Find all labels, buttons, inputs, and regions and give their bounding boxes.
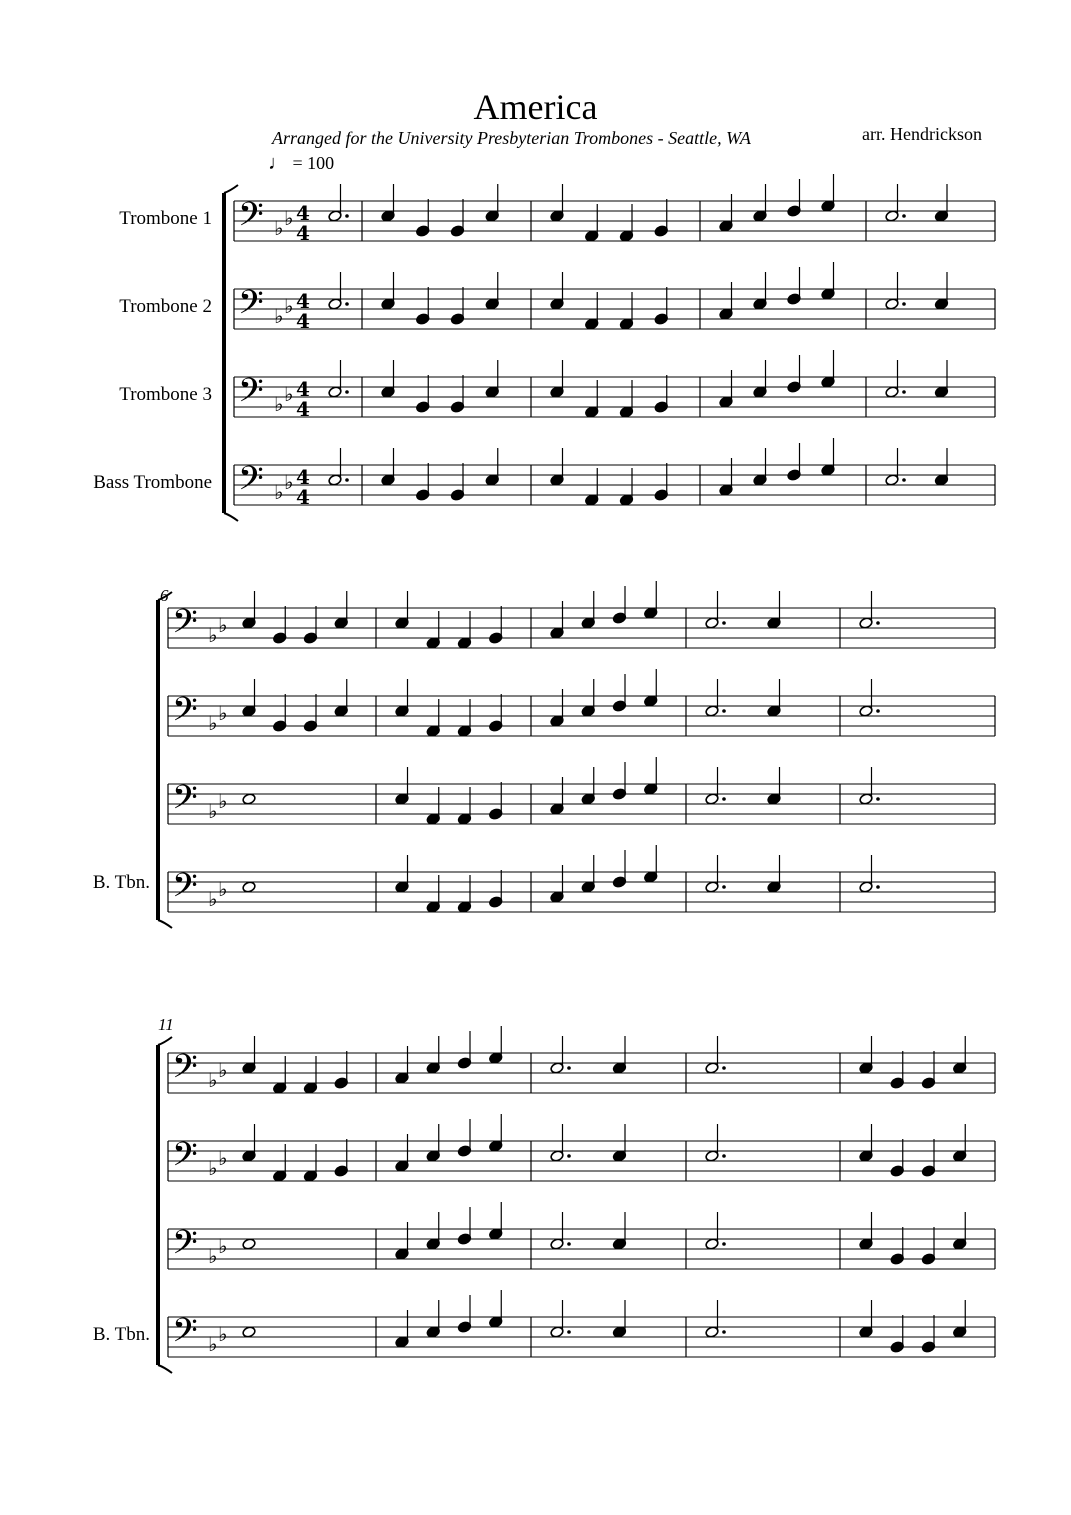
flat-icon: ♭ bbox=[274, 304, 284, 328]
time-signature-denominator: 4 bbox=[296, 309, 310, 333]
note-head bbox=[242, 793, 256, 805]
bass-clef-icon: 𝄢 bbox=[172, 603, 198, 649]
bass-clef-icon: 𝄢 bbox=[238, 372, 264, 418]
bass-clef-icon: 𝄢 bbox=[172, 779, 198, 825]
flat-icon: ♭ bbox=[274, 392, 284, 416]
flat-icon: ♭ bbox=[218, 613, 228, 637]
augmentation-dot bbox=[902, 302, 906, 306]
flat-icon: ♭ bbox=[218, 1234, 228, 1258]
bass-clef-icon: 𝄢 bbox=[172, 1048, 198, 1094]
score-subtitle: Arranged for the University Presbyterian Trombones - Seattle, WA bbox=[272, 128, 751, 148]
bass-clef-icon: 𝄢 bbox=[238, 460, 264, 506]
augmentation-dot bbox=[345, 214, 349, 218]
augmentation-dot bbox=[722, 1066, 726, 1070]
flat-icon: ♭ bbox=[284, 470, 294, 494]
staff-label-bass-trombone-abbr: B. Tbn. bbox=[92, 872, 150, 893]
flat-icon: ♭ bbox=[284, 206, 294, 230]
augmentation-dot bbox=[876, 797, 880, 801]
time-signature-numerator: 4 bbox=[296, 465, 310, 489]
bass-clef-icon: 𝄢 bbox=[172, 1224, 198, 1270]
augmentation-dot bbox=[722, 1154, 726, 1158]
augmentation-dot bbox=[567, 1330, 571, 1334]
note-head bbox=[242, 1238, 256, 1250]
flat-icon: ♭ bbox=[208, 799, 218, 823]
time-signature-numerator: 4 bbox=[296, 289, 310, 313]
time-signature-numerator: 4 bbox=[296, 377, 310, 401]
quarter-note-icon: ♩ bbox=[268, 152, 288, 174]
time-signature-denominator: 4 bbox=[296, 221, 310, 245]
time-signature-denominator: 4 bbox=[296, 485, 310, 509]
augmentation-dot bbox=[722, 885, 726, 889]
augmentation-dot bbox=[876, 709, 880, 713]
bass-clef-icon: 𝄢 bbox=[172, 867, 198, 913]
note-head bbox=[242, 1326, 256, 1338]
flat-icon: ♭ bbox=[208, 1244, 218, 1268]
augmentation-dot bbox=[876, 621, 880, 625]
tempo-value: = 100 bbox=[292, 153, 335, 173]
bracket-bottom-hook bbox=[224, 513, 238, 521]
bass-clef-icon: 𝄢 bbox=[238, 196, 264, 242]
flat-icon: ♭ bbox=[274, 480, 284, 504]
augmentation-dot bbox=[567, 1154, 571, 1158]
bass-clef-icon: 𝄢 bbox=[172, 1312, 198, 1358]
measure-number: 6 bbox=[160, 586, 169, 605]
bass-clef-icon: 𝄢 bbox=[172, 691, 198, 737]
flat-icon: ♭ bbox=[208, 1332, 218, 1356]
augmentation-dot bbox=[722, 797, 726, 801]
flat-icon: ♭ bbox=[218, 1058, 228, 1082]
augmentation-dot bbox=[902, 478, 906, 482]
augmentation-dot bbox=[902, 390, 906, 394]
bracket-top-hook bbox=[158, 1037, 172, 1045]
augmentation-dot bbox=[567, 1066, 571, 1070]
arranger-credit: arr. Hendrickson bbox=[862, 124, 982, 144]
flat-icon: ♭ bbox=[208, 623, 218, 647]
flat-icon: ♭ bbox=[284, 382, 294, 406]
augmentation-dot bbox=[345, 302, 349, 306]
score-title: America bbox=[473, 87, 598, 127]
flat-icon: ♭ bbox=[208, 887, 218, 911]
flat-icon: ♭ bbox=[208, 1156, 218, 1180]
augmentation-dot bbox=[722, 1242, 726, 1246]
augmentation-dot bbox=[722, 709, 726, 713]
augmentation-dot bbox=[876, 885, 880, 889]
bass-clef-icon: 𝄢 bbox=[238, 284, 264, 330]
flat-icon: ♭ bbox=[218, 1146, 228, 1170]
staff-label-bass-trombone-abbr: B. Tbn. bbox=[92, 1324, 150, 1345]
bracket-bottom-hook bbox=[158, 920, 172, 928]
flat-icon: ♭ bbox=[218, 1322, 228, 1346]
time-signature-numerator: 4 bbox=[296, 201, 310, 225]
augmentation-dot bbox=[345, 478, 349, 482]
flat-icon: ♭ bbox=[218, 701, 228, 725]
staff-label-trombone-3: Trombone 3 bbox=[119, 384, 212, 405]
flat-icon: ♭ bbox=[274, 216, 284, 240]
staff-label-bass-trombone: Bass Trombone bbox=[93, 472, 212, 493]
bracket-top-hook bbox=[158, 592, 172, 600]
flat-icon: ♭ bbox=[284, 294, 294, 318]
augmentation-dot bbox=[722, 1330, 726, 1334]
bass-clef-icon: 𝄢 bbox=[172, 1136, 198, 1182]
augmentation-dot bbox=[345, 390, 349, 394]
time-signature-denominator: 4 bbox=[296, 397, 310, 421]
flat-icon: ♭ bbox=[218, 877, 228, 901]
bracket-top-hook bbox=[224, 185, 238, 193]
flat-icon: ♭ bbox=[218, 789, 228, 813]
augmentation-dot bbox=[902, 214, 906, 218]
note-head bbox=[242, 881, 256, 893]
measure-number: 11 bbox=[158, 1015, 174, 1034]
augmentation-dot bbox=[722, 621, 726, 625]
augmentation-dot bbox=[567, 1242, 571, 1246]
flat-icon: ♭ bbox=[208, 1068, 218, 1092]
staff-label-trombone-2: Trombone 2 bbox=[119, 296, 212, 317]
staff-label-trombone-1: Trombone 1 bbox=[119, 208, 212, 229]
bracket-bottom-hook bbox=[158, 1365, 172, 1373]
flat-icon: ♭ bbox=[208, 711, 218, 735]
